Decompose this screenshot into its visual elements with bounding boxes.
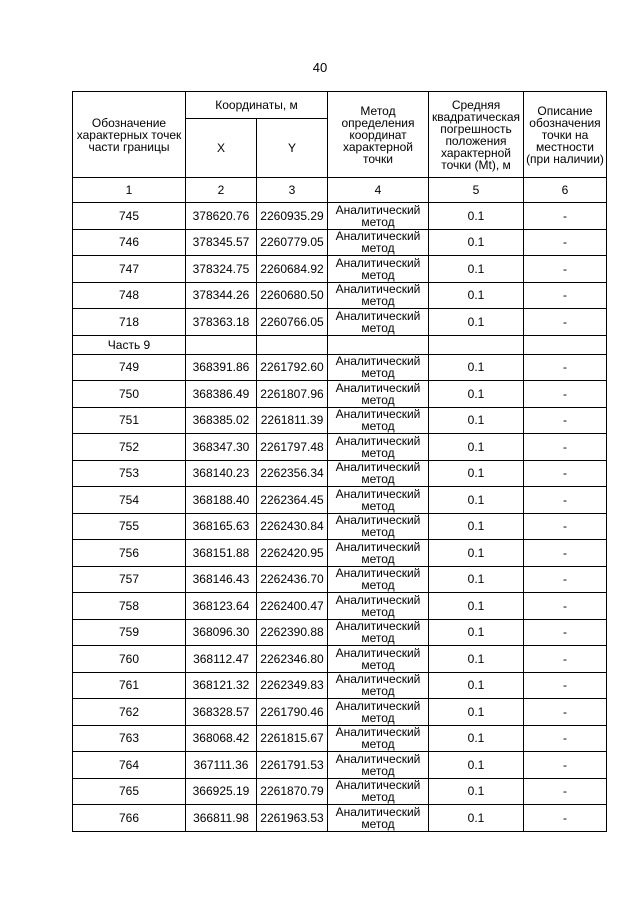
error-cell: 0.1 <box>429 381 524 408</box>
empty-cell <box>429 335 524 354</box>
point-id-cell: 747 <box>73 256 186 283</box>
description-cell: - <box>524 282 607 309</box>
table-row <box>73 256 607 283</box>
point-id-cell: 718 <box>73 309 186 336</box>
method-cell: Аналитический метод <box>328 593 429 620</box>
description-cell: - <box>524 354 607 381</box>
y-coordinate-cell: 2262349.83 <box>257 672 328 699</box>
column-number: 6 <box>524 178 607 203</box>
y-coordinate-cell: 2261811.39 <box>257 407 328 434</box>
description-cell: - <box>524 203 607 230</box>
table-row <box>73 381 607 408</box>
method-cell: Аналитический метод <box>328 487 429 514</box>
description-cell: - <box>524 256 607 283</box>
x-coordinate-cell: 368386.49 <box>186 381 257 408</box>
y-coordinate-cell: 2262356.34 <box>257 460 328 487</box>
y-coordinate-cell: 2262400.47 <box>257 593 328 620</box>
column-number: 3 <box>257 178 328 203</box>
x-coordinate-cell: 378363.18 <box>186 309 257 336</box>
description-cell: - <box>524 309 607 336</box>
method-cell: Аналитический метод <box>328 752 429 779</box>
header-designation: Обозначение характерных точек части границы <box>73 92 186 178</box>
table-row <box>73 407 607 434</box>
table-row <box>73 699 607 726</box>
error-cell: 0.1 <box>429 354 524 381</box>
y-coordinate-cell: 2262420.95 <box>257 540 328 567</box>
description-cell: - <box>524 460 607 487</box>
point-id-cell: 749 <box>73 354 186 381</box>
y-coordinate-cell: 2261797.48 <box>257 434 328 461</box>
column-number: 1 <box>73 178 186 203</box>
x-coordinate-cell: 368096.30 <box>186 619 257 646</box>
x-coordinate-cell: 378345.57 <box>186 229 257 256</box>
y-coordinate-cell: 2262346.80 <box>257 646 328 673</box>
header-x: X <box>186 119 257 178</box>
header-description: Описание обозначения точки на местности (при наличии) <box>524 92 607 178</box>
point-id-cell: 766 <box>73 805 186 832</box>
method-cell: Аналитический метод <box>328 407 429 434</box>
method-cell: Аналитический метод <box>328 434 429 461</box>
x-coordinate-cell: 368123.64 <box>186 593 257 620</box>
error-cell: 0.1 <box>429 619 524 646</box>
header-y: Y <box>257 119 328 178</box>
header-error: Средняя квадратическая погрешность положения характерной точки (Mt), м <box>429 92 524 178</box>
x-coordinate-cell: 368140.23 <box>186 460 257 487</box>
x-coordinate-cell: 368391.86 <box>186 354 257 381</box>
method-cell: Аналитический метод <box>328 672 429 699</box>
point-id-cell: 761 <box>73 672 186 699</box>
error-cell: 0.1 <box>429 778 524 805</box>
description-cell: - <box>524 699 607 726</box>
method-cell: Аналитический метод <box>328 513 429 540</box>
error-cell: 0.1 <box>429 282 524 309</box>
point-id-cell: 750 <box>73 381 186 408</box>
method-cell: Аналитический метод <box>328 256 429 283</box>
table-row <box>73 513 607 540</box>
description-cell: - <box>524 487 607 514</box>
y-coordinate-cell: 2260779.05 <box>257 229 328 256</box>
error-cell: 0.1 <box>429 460 524 487</box>
point-id-cell: 765 <box>73 778 186 805</box>
table-row <box>73 805 607 832</box>
point-id-cell: 754 <box>73 487 186 514</box>
empty-cell <box>186 335 257 354</box>
table-row <box>73 778 607 805</box>
point-id-cell: 752 <box>73 434 186 461</box>
error-cell: 0.1 <box>429 725 524 752</box>
point-id-cell: 746 <box>73 229 186 256</box>
page-number: 40 <box>312 60 328 75</box>
point-id-cell: 760 <box>73 646 186 673</box>
x-coordinate-cell: 367111.36 <box>186 752 257 779</box>
method-cell: Аналитический метод <box>328 460 429 487</box>
description-cell: - <box>524 434 607 461</box>
description-cell: - <box>524 229 607 256</box>
table-row <box>73 309 607 336</box>
error-cell: 0.1 <box>429 203 524 230</box>
empty-cell <box>524 335 607 354</box>
table-row <box>73 434 607 461</box>
error-cell: 0.1 <box>429 256 524 283</box>
method-cell: Аналитический метод <box>328 699 429 726</box>
point-id-cell: 758 <box>73 593 186 620</box>
table-row <box>73 752 607 779</box>
y-coordinate-cell: 2261792.60 <box>257 354 328 381</box>
point-id-cell: 748 <box>73 282 186 309</box>
error-cell: 0.1 <box>429 229 524 256</box>
table-row <box>73 203 607 230</box>
y-coordinate-cell: 2262364.45 <box>257 487 328 514</box>
table-row <box>73 460 607 487</box>
point-id-cell: 755 <box>73 513 186 540</box>
y-coordinate-cell: 2261791.53 <box>257 752 328 779</box>
table-row <box>73 282 607 309</box>
x-coordinate-cell: 368121.32 <box>186 672 257 699</box>
table-row <box>73 487 607 514</box>
description-cell: - <box>524 646 607 673</box>
header-method: Метод определения координат характерной точки <box>328 92 429 178</box>
coordinates-table <box>72 91 607 832</box>
x-coordinate-cell: 368347.30 <box>186 434 257 461</box>
method-cell: Аналитический метод <box>328 229 429 256</box>
point-id-cell: 745 <box>73 203 186 230</box>
description-cell: - <box>524 381 607 408</box>
x-coordinate-cell: 368385.02 <box>186 407 257 434</box>
x-coordinate-cell: 378344.26 <box>186 282 257 309</box>
description-cell: - <box>524 752 607 779</box>
x-coordinate-cell: 378324.75 <box>186 256 257 283</box>
point-id-cell: 762 <box>73 699 186 726</box>
method-cell: Аналитический метод <box>328 805 429 832</box>
description-cell: - <box>524 672 607 699</box>
point-id-cell: 764 <box>73 752 186 779</box>
error-cell: 0.1 <box>429 646 524 673</box>
point-id-cell: 759 <box>73 619 186 646</box>
column-number: 5 <box>429 178 524 203</box>
empty-cell <box>257 335 328 354</box>
table-row <box>73 566 607 593</box>
error-cell: 0.1 <box>429 407 524 434</box>
method-cell: Аналитический метод <box>328 646 429 673</box>
method-cell: Аналитический метод <box>328 619 429 646</box>
part-label: Часть 9 <box>73 335 186 354</box>
description-cell: - <box>524 566 607 593</box>
method-cell: Аналитический метод <box>328 540 429 567</box>
description-cell: - <box>524 619 607 646</box>
y-coordinate-cell: 2262430.84 <box>257 513 328 540</box>
y-coordinate-cell: 2262390.88 <box>257 619 328 646</box>
method-cell: Аналитический метод <box>328 203 429 230</box>
point-id-cell: 756 <box>73 540 186 567</box>
x-coordinate-cell: 368151.88 <box>186 540 257 567</box>
x-coordinate-cell: 368328.57 <box>186 699 257 726</box>
table-row <box>73 354 607 381</box>
point-id-cell: 763 <box>73 725 186 752</box>
method-cell: Аналитический метод <box>328 282 429 309</box>
method-cell: Аналитический метод <box>328 778 429 805</box>
y-coordinate-cell: 2261807.96 <box>257 381 328 408</box>
error-cell: 0.1 <box>429 752 524 779</box>
description-cell: - <box>524 725 607 752</box>
method-cell: Аналитический метод <box>328 381 429 408</box>
description-cell: - <box>524 513 607 540</box>
description-cell: - <box>524 593 607 620</box>
error-cell: 0.1 <box>429 513 524 540</box>
point-id-cell: 751 <box>73 407 186 434</box>
y-coordinate-cell: 2262436.70 <box>257 566 328 593</box>
error-cell: 0.1 <box>429 672 524 699</box>
y-coordinate-cell: 2260680.50 <box>257 282 328 309</box>
column-number: 4 <box>328 178 429 203</box>
y-coordinate-cell: 2260684.92 <box>257 256 328 283</box>
error-cell: 0.1 <box>429 699 524 726</box>
x-coordinate-cell: 366925.19 <box>186 778 257 805</box>
y-coordinate-cell: 2261963.53 <box>257 805 328 832</box>
x-coordinate-cell: 366811.98 <box>186 805 257 832</box>
table-header <box>73 92 607 178</box>
x-coordinate-cell: 368112.47 <box>186 646 257 673</box>
x-coordinate-cell: 378620.76 <box>186 203 257 230</box>
error-cell: 0.1 <box>429 309 524 336</box>
error-cell: 0.1 <box>429 487 524 514</box>
table-row <box>73 540 607 567</box>
x-coordinate-cell: 368188.40 <box>186 487 257 514</box>
table-row <box>73 672 607 699</box>
x-coordinate-cell: 368165.63 <box>186 513 257 540</box>
column-number: 2 <box>186 178 257 203</box>
point-id-cell: 753 <box>73 460 186 487</box>
table-row <box>73 593 607 620</box>
error-cell: 0.1 <box>429 540 524 567</box>
y-coordinate-cell: 2260766.05 <box>257 309 328 336</box>
table-row <box>73 619 607 646</box>
error-cell: 0.1 <box>429 434 524 461</box>
column-numbers-row <box>73 178 607 203</box>
method-cell: Аналитический метод <box>328 309 429 336</box>
error-cell: 0.1 <box>429 593 524 620</box>
y-coordinate-cell: 2261870.79 <box>257 778 328 805</box>
y-coordinate-cell: 2260935.29 <box>257 203 328 230</box>
error-cell: 0.1 <box>429 805 524 832</box>
empty-cell <box>328 335 429 354</box>
y-coordinate-cell: 2261790.46 <box>257 699 328 726</box>
header-coordinates: Координаты, м <box>186 92 328 119</box>
table-row <box>73 725 607 752</box>
method-cell: Аналитический метод <box>328 566 429 593</box>
description-cell: - <box>524 407 607 434</box>
description-cell: - <box>524 540 607 567</box>
x-coordinate-cell: 368146.43 <box>186 566 257 593</box>
y-coordinate-cell: 2261815.67 <box>257 725 328 752</box>
method-cell: Аналитический метод <box>328 354 429 381</box>
point-id-cell: 757 <box>73 566 186 593</box>
table-row <box>73 229 607 256</box>
description-cell: - <box>524 805 607 832</box>
description-cell: - <box>524 778 607 805</box>
table-row <box>73 646 607 673</box>
error-cell: 0.1 <box>429 566 524 593</box>
part-row <box>73 335 607 354</box>
method-cell: Аналитический метод <box>328 725 429 752</box>
x-coordinate-cell: 368068.42 <box>186 725 257 752</box>
table-body <box>73 178 607 832</box>
